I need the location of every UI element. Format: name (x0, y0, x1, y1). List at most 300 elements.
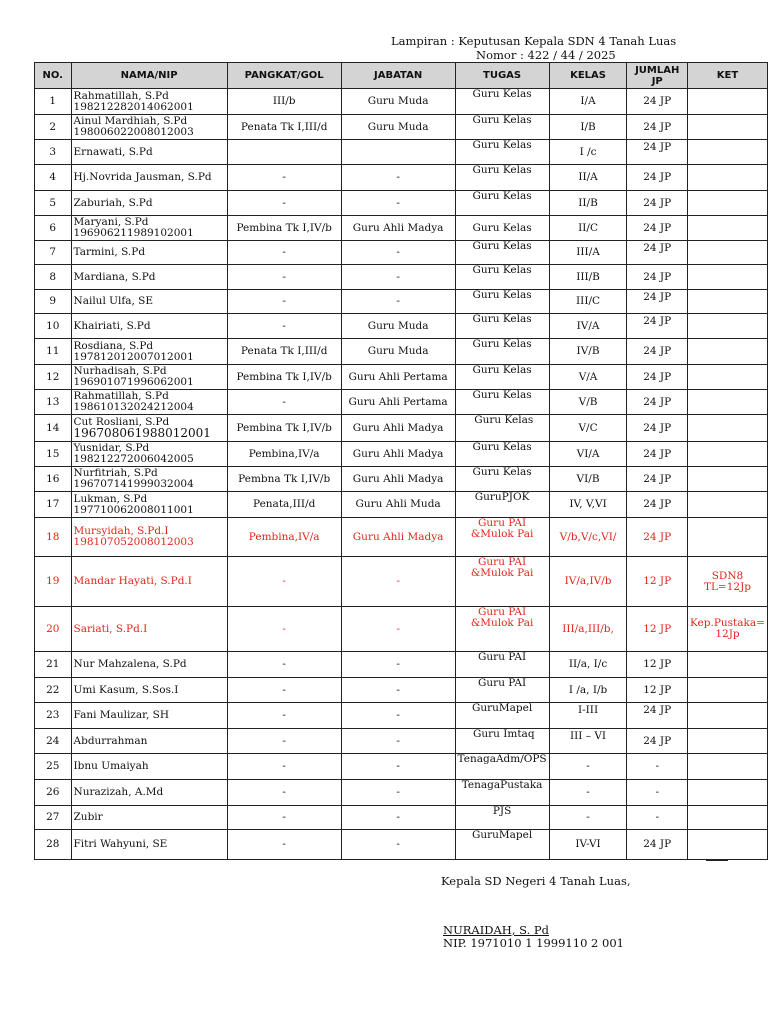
tugas-line1: Tenaga (461, 779, 501, 791)
teacher-nip: 196708061988012001 (73, 426, 211, 440)
tugas-line1: Guru Kelas (472, 114, 532, 126)
pangkat-line1: - (282, 196, 286, 209)
jumlah-jp-cell: - (627, 780, 688, 806)
teacher-name: Tarmini, S.Pd (73, 246, 146, 258)
tugas-line1: Guru PAI (478, 651, 527, 663)
pangkat-line1: III/b (272, 95, 296, 107)
row-number: 7 (35, 241, 72, 265)
keterangan-cell (687, 265, 767, 290)
keterangan-cell (687, 467, 767, 492)
jabatan-cell: Guru Ahli Muda (341, 492, 455, 518)
teacher-name: Yusnidar, S.Pd (73, 442, 150, 454)
tugas-cell (455, 442, 549, 467)
keterangan-cell (687, 339, 767, 365)
table-row (35, 754, 768, 780)
table-row (35, 216, 768, 241)
tugas-cell (455, 140, 549, 165)
pangkat-line1: Pembina Tk I, (236, 221, 310, 234)
row-number: 8 (35, 265, 72, 290)
pangkat-cell (227, 241, 341, 265)
tugas-cell (455, 729, 549, 754)
name-nip-cell (71, 390, 227, 415)
teacher-name: Ibnu Umaiyah (73, 760, 149, 772)
table-row (35, 703, 768, 729)
kelas-cell (549, 216, 627, 241)
col-header-jp-line2: JP (651, 75, 663, 87)
tugas-line1: Guru (474, 491, 502, 503)
tugas-line1: PJS (492, 805, 512, 817)
pangkat-line1: - (282, 811, 286, 823)
pangkat-line1: Pembina, (248, 447, 298, 460)
pangkat-cell (227, 442, 341, 467)
kelas-line1: III/a,III/b, (562, 622, 614, 635)
name-nip-cell (71, 557, 227, 607)
row-number: 17 (35, 492, 72, 518)
col-header-kelas: KELAS (549, 63, 627, 89)
name-nip-cell (71, 492, 227, 518)
teacher-nip: 198006022008012003 (73, 126, 194, 138)
teacher-name: Maryani, S.Pd (73, 216, 149, 228)
name-nip-cell (71, 314, 227, 339)
table-row (35, 607, 768, 652)
keterangan-line1: SDN (711, 569, 737, 582)
table-row (35, 365, 768, 390)
table-row (35, 191, 768, 216)
col-header-no: NO. (35, 63, 72, 89)
pangkat-cell (227, 806, 341, 830)
keterangan-cell (687, 89, 767, 115)
jumlah-jp-cell: 24 JP (627, 830, 688, 860)
tugas-cell (455, 290, 549, 314)
row-number: 21 (35, 652, 72, 678)
name-nip-cell (71, 780, 227, 806)
keterangan-line1: Kep.P (689, 617, 721, 629)
jumlah-jp-cell: 24 JP (627, 365, 688, 390)
tugas-line1: Guru Kelas (472, 264, 532, 276)
row-number: 3 (35, 140, 72, 165)
keterangan-cell (687, 678, 767, 703)
kelas-cell (549, 265, 627, 290)
col-header-ket: KET (687, 63, 767, 89)
pangkat-line1: - (282, 786, 286, 798)
jabatan-cell: Guru Muda (341, 314, 455, 339)
tugas-line1: Guru Kelas (472, 164, 532, 176)
table-row (35, 140, 768, 165)
col-header-jabatan: JABATAN (341, 63, 455, 89)
kelas-cell (549, 754, 627, 780)
kelas-line1: V/B (578, 395, 598, 408)
jabatan-cell: - (341, 678, 455, 703)
table-row (35, 806, 768, 830)
row-number: 5 (35, 191, 72, 216)
lampiran-line: Lampiran : Keputusan Kepala SDN 4 Tanah Luas (391, 34, 677, 48)
teacher-nip: 196906211989102001 (73, 227, 194, 239)
teacher-nip: 198212272006042005 (73, 453, 194, 465)
row-number: 26 (35, 780, 72, 806)
jabatan-cell (341, 140, 455, 165)
jumlah-jp-cell: 24 JP (627, 442, 688, 467)
jabatan-cell: - (341, 703, 455, 729)
teacher-nip: 197710062008011001 (73, 503, 194, 516)
jumlah-jp-cell: 24 JP (627, 140, 688, 165)
pangkat-cell (227, 467, 341, 492)
table-row (35, 467, 768, 492)
keterangan-line3: = 12 (715, 617, 765, 640)
teacher-nip: 198107052008012003 (73, 536, 194, 548)
keterangan-cell (687, 140, 767, 165)
name-nip-cell (71, 241, 227, 265)
name-nip-cell (71, 140, 227, 165)
pangkat-line2: IV/b (309, 421, 332, 434)
tugas-line1: Guru Kelas (472, 441, 532, 453)
table-row (35, 492, 768, 518)
tugas-line1: Guru Kelas (472, 240, 532, 252)
keterangan-cell (687, 754, 767, 780)
jabatan-cell: Guru Ahli Madya (341, 216, 455, 241)
pangkat-cell (227, 115, 341, 140)
pangkat-cell (227, 89, 341, 115)
pangkat-line2: IV/b (308, 472, 331, 485)
jumlah-jp-cell: 12 JP (627, 607, 688, 652)
nomor-line: Nomor : 422 / 44 / 2025 (476, 48, 616, 62)
tugas-line2: Mulok Pai (480, 567, 534, 579)
col-header-pangkat: PANGKAT/GOL (227, 63, 341, 89)
teacher-name: Lukman, S.Pd (73, 492, 148, 505)
kelas-cell (549, 140, 627, 165)
jabatan-cell: - (341, 191, 455, 216)
kelas-line1: V/b,V/c, (559, 530, 602, 543)
jabatan-cell: Guru Ahli Madya (341, 518, 455, 557)
tugas-cell (455, 703, 549, 729)
kelas-cell (549, 830, 627, 860)
signature-nip: NIP. 1971010 1 1999110 2 001 (443, 936, 624, 950)
pangkat-cell (227, 265, 341, 290)
keterangan-line3: =12 (717, 580, 741, 593)
kelas-cell (549, 89, 627, 115)
kelas-line1: II/C (578, 221, 598, 234)
jabatan-cell: - (341, 780, 455, 806)
kelas-line1: II/A (578, 171, 598, 183)
name-nip-cell (71, 89, 227, 115)
table-row (35, 415, 768, 442)
pangkat-line2: III/d (304, 120, 328, 133)
tugas-cell (455, 806, 549, 830)
table-row (35, 290, 768, 314)
row-number: 22 (35, 678, 72, 703)
teacher-name: Fani Maulizar, SH (73, 709, 169, 721)
jabatan-cell: - (341, 830, 455, 860)
tugas-line2: Adm/OPS (495, 753, 547, 765)
kelas-cell (549, 492, 627, 518)
table-row (35, 390, 768, 415)
tugas-line1: Guru Kelas (472, 190, 532, 202)
jumlah-jp-cell: 24 JP (627, 314, 688, 339)
tugas-cell (455, 115, 549, 140)
kelas-line1: I-III (577, 704, 599, 716)
kelas-line1: III/C (576, 295, 601, 307)
kelas-line1: III – VI (569, 730, 607, 742)
teacher-name: Sariati, S.Pd.I (73, 622, 148, 635)
table-row (35, 518, 768, 557)
teacher-name: Rahmatillah, S.Pd (73, 390, 169, 402)
col-header-tugas: TUGAS (455, 63, 549, 89)
tugas-cell (455, 165, 549, 191)
kelas-cell (549, 703, 627, 729)
jabatan-cell: Guru Muda (341, 115, 455, 140)
pangkat-line1: - (282, 683, 286, 696)
jabatan-cell: - (341, 165, 455, 191)
tugas-line1: Guru Kelas (472, 466, 532, 478)
row-number: 19 (35, 557, 72, 607)
jabatan-cell: - (341, 754, 455, 780)
pangkat-cell (227, 415, 341, 442)
pangkat-line1: - (282, 734, 286, 747)
keterangan-cell (687, 415, 767, 442)
keterangan-cell (687, 165, 767, 191)
jumlah-jp-cell: 24 JP (627, 89, 688, 115)
jabatan-cell: - (341, 557, 455, 607)
row-number: 28 (35, 830, 72, 860)
kelas-cell (549, 607, 627, 652)
tugas-cell (455, 390, 549, 415)
tugas-line1: Guru Kelas (472, 88, 532, 100)
jumlah-jp-cell: 12 JP (627, 678, 688, 703)
name-nip-cell (71, 830, 227, 860)
keterangan-cell (687, 780, 767, 806)
jumlah-jp-cell: 24 JP (627, 729, 688, 754)
pangkat-line1: - (282, 319, 286, 332)
tugas-line2: Mapel (498, 702, 533, 714)
keterangan-cell (687, 557, 767, 607)
jumlah-jp-cell: 24 JP (627, 165, 688, 191)
table-row (35, 89, 768, 115)
teacher-nip: 197812012007012001 (73, 350, 194, 363)
pangkat-line2: IV/b (309, 221, 332, 234)
tugas-cell (455, 780, 549, 806)
pangkat-cell (227, 729, 341, 754)
kelas-cell (549, 165, 627, 191)
name-nip-cell (71, 191, 227, 216)
kelas-cell (549, 467, 627, 492)
teacher-name: Nailul Ulfa, SE (73, 295, 154, 307)
pangkat-line1: - (282, 395, 286, 408)
pangkat-cell (227, 216, 341, 241)
row-number: 20 (35, 607, 72, 652)
jabatan-cell: - (341, 806, 455, 830)
tugas-cell (455, 339, 549, 365)
table-row (35, 557, 768, 607)
table-row (35, 729, 768, 754)
keterangan-cell (687, 216, 767, 241)
kelas-line1: IV, V,VI (569, 498, 607, 510)
pangkat-cell (227, 607, 341, 652)
keterangan-cell (687, 442, 767, 467)
jabatan-cell: - (341, 241, 455, 265)
keterangan-cell (687, 703, 767, 729)
jumlah-jp-cell: 24 JP (627, 518, 688, 557)
tugas-cell (455, 314, 549, 339)
pangkat-line2: III/d (304, 345, 328, 357)
pangkat-cell (227, 165, 341, 191)
kelas-line1: IV-VI (575, 838, 601, 850)
kelas-line1: I/B (580, 120, 596, 133)
kelas-cell (549, 115, 627, 140)
name-nip-cell (71, 678, 227, 703)
pangkat-line2: III/d (292, 498, 316, 510)
table-header-row (35, 63, 768, 89)
jabatan-cell: Guru Ahli Madya (341, 442, 455, 467)
tugas-cell (455, 518, 549, 557)
name-nip-cell (71, 442, 227, 467)
kelas-line2: VI/ (601, 530, 617, 543)
teacher-name: Ernawati, S.Pd (73, 145, 153, 158)
kelas-line1: II/B (578, 196, 598, 209)
pangkat-line1: Pembna Tk I, (238, 472, 309, 485)
kelas-cell (549, 518, 627, 557)
kelas-cell (549, 241, 627, 265)
teacher-name: Umi Kasum, S.Sos.I (73, 683, 179, 696)
keterangan-line2: ustaka (720, 617, 757, 629)
tugas-cell (455, 265, 549, 290)
name-nip-cell (71, 703, 227, 729)
keterangan-cell (687, 314, 767, 339)
tugas-cell (455, 652, 549, 678)
name-nip-cell (71, 806, 227, 830)
tugas-cell (455, 557, 549, 607)
tugas-line1: Guru (471, 702, 499, 714)
kelas-cell (549, 415, 627, 442)
row-number: 1 (35, 89, 72, 115)
pangkat-cell (227, 652, 341, 678)
tugas-line1: Guru Kelas (472, 389, 532, 401)
row-number: 2 (35, 115, 72, 140)
kelas-cell (549, 191, 627, 216)
pangkat-line1: - (282, 838, 286, 850)
jumlah-jp-cell: 24 JP (627, 115, 688, 140)
pangkat-line1: Pembina Tk I, (236, 370, 310, 383)
jumlah-jp-cell: - (627, 754, 688, 780)
row-number: 11 (35, 339, 72, 365)
kelas-line1: I/A (580, 95, 596, 107)
kelas-line1: IV/A (576, 319, 600, 332)
table-row (35, 830, 768, 860)
pangkat-line1: - (282, 709, 286, 721)
tugas-cell (455, 216, 549, 241)
pangkat-line1: - (282, 246, 286, 258)
jumlah-jp-cell: 24 JP (627, 216, 688, 241)
kelas-line1: II/a, I/c (568, 658, 608, 670)
kelas-line1: - (586, 786, 590, 798)
teacher-name: Ainul Mardhiah, S.Pd (73, 115, 188, 127)
kelas-cell (549, 678, 627, 703)
pangkat-line1: - (282, 760, 286, 772)
tugas-line2: Pustaka (500, 779, 543, 791)
jumlah-jp-cell: 24 JP (627, 339, 688, 365)
tugas-line2: Mapel (498, 829, 533, 841)
pangkat-line1: - (282, 295, 286, 307)
col-header-jp-line1: JUMLAH (635, 64, 680, 76)
pangkat-cell (227, 754, 341, 780)
row-number: 10 (35, 314, 72, 339)
kelas-line1: VI/B (576, 472, 600, 485)
name-nip-cell (71, 729, 227, 754)
tugas-cell (455, 89, 549, 115)
teacher-name: Nurazizah, A.Md (73, 786, 164, 798)
keterangan-cell (687, 390, 767, 415)
tugas-line2: Guru Kelas (474, 414, 534, 426)
jabatan-cell: - (341, 607, 455, 652)
pangkat-cell (227, 365, 341, 390)
tugas-line1: Guru PAI & (470, 556, 527, 579)
tugas-line1: Guru Kelas (472, 289, 532, 301)
row-number: 9 (35, 290, 72, 314)
teacher-name: Fitri Wahyuni, SE (73, 838, 168, 850)
teacher-name: Abdurrahman (73, 734, 148, 747)
kelas-line1: IV/B (576, 345, 600, 357)
tugas-cell (455, 830, 549, 860)
tugas-cell (455, 492, 549, 518)
keterangan-cell (687, 652, 767, 678)
jabatan-cell: Guru Muda (341, 89, 455, 115)
pangkat-cell (227, 314, 341, 339)
signature-title: Kepala SD Negeri 4 Tanah Luas, (441, 874, 631, 888)
pangkat-line2: IV/a (298, 530, 320, 543)
kelas-line1: III/A (576, 246, 600, 258)
name-nip-cell (71, 518, 227, 557)
jumlah-jp-cell: 24 JP (627, 241, 688, 265)
teacher-nip: 198212282014062001 (73, 100, 194, 113)
tugas-cell (455, 607, 549, 652)
tugas-line2: Mulok Pai (480, 528, 534, 540)
pangkat-cell (227, 492, 341, 518)
tugas-line1: Guru Kelas (472, 313, 532, 325)
teacher-name: Nurhadisah, S.Pd (73, 365, 167, 377)
tugas-cell (455, 467, 549, 492)
tugas-line1: Guru Kelas (472, 139, 532, 151)
kelas-line1: IV/a,IV/b (564, 575, 612, 587)
table-corner-line (706, 860, 728, 861)
kelas-cell (549, 314, 627, 339)
jumlah-jp-cell: 24 JP (627, 703, 688, 729)
table-row (35, 314, 768, 339)
row-number: 12 (35, 365, 72, 390)
pangkat-cell (227, 390, 341, 415)
kelas-cell (549, 729, 627, 754)
pangkat-cell (227, 518, 341, 557)
kelas-cell (549, 365, 627, 390)
jabatan-cell: - (341, 729, 455, 754)
teacher-name: Mandar Hayati, S.Pd.I (73, 575, 192, 587)
tugas-line1: Guru PAI & (470, 517, 527, 540)
kelas-line1: V/C (578, 421, 598, 434)
teacher-name: Khairiati, S.Pd (73, 319, 151, 332)
keterangan-cell (687, 191, 767, 216)
tugas-cell (455, 678, 549, 703)
teacher-name: Zubir (73, 811, 103, 823)
kelas-line1: - (586, 760, 590, 772)
pangkat-line1: - (282, 575, 286, 587)
tugas-cell (455, 191, 549, 216)
name-nip-cell (71, 290, 227, 314)
keterangan-line2: 8 TL (703, 569, 744, 593)
table-row (35, 165, 768, 191)
pangkat-line1: Penata, (252, 498, 293, 510)
name-nip-cell (71, 607, 227, 652)
pangkat-cell (227, 830, 341, 860)
jumlah-jp-cell: 24 JP (627, 467, 688, 492)
document-header (0, 0, 768, 62)
signature-name: NURAIDAH, S. Pd (443, 923, 550, 937)
